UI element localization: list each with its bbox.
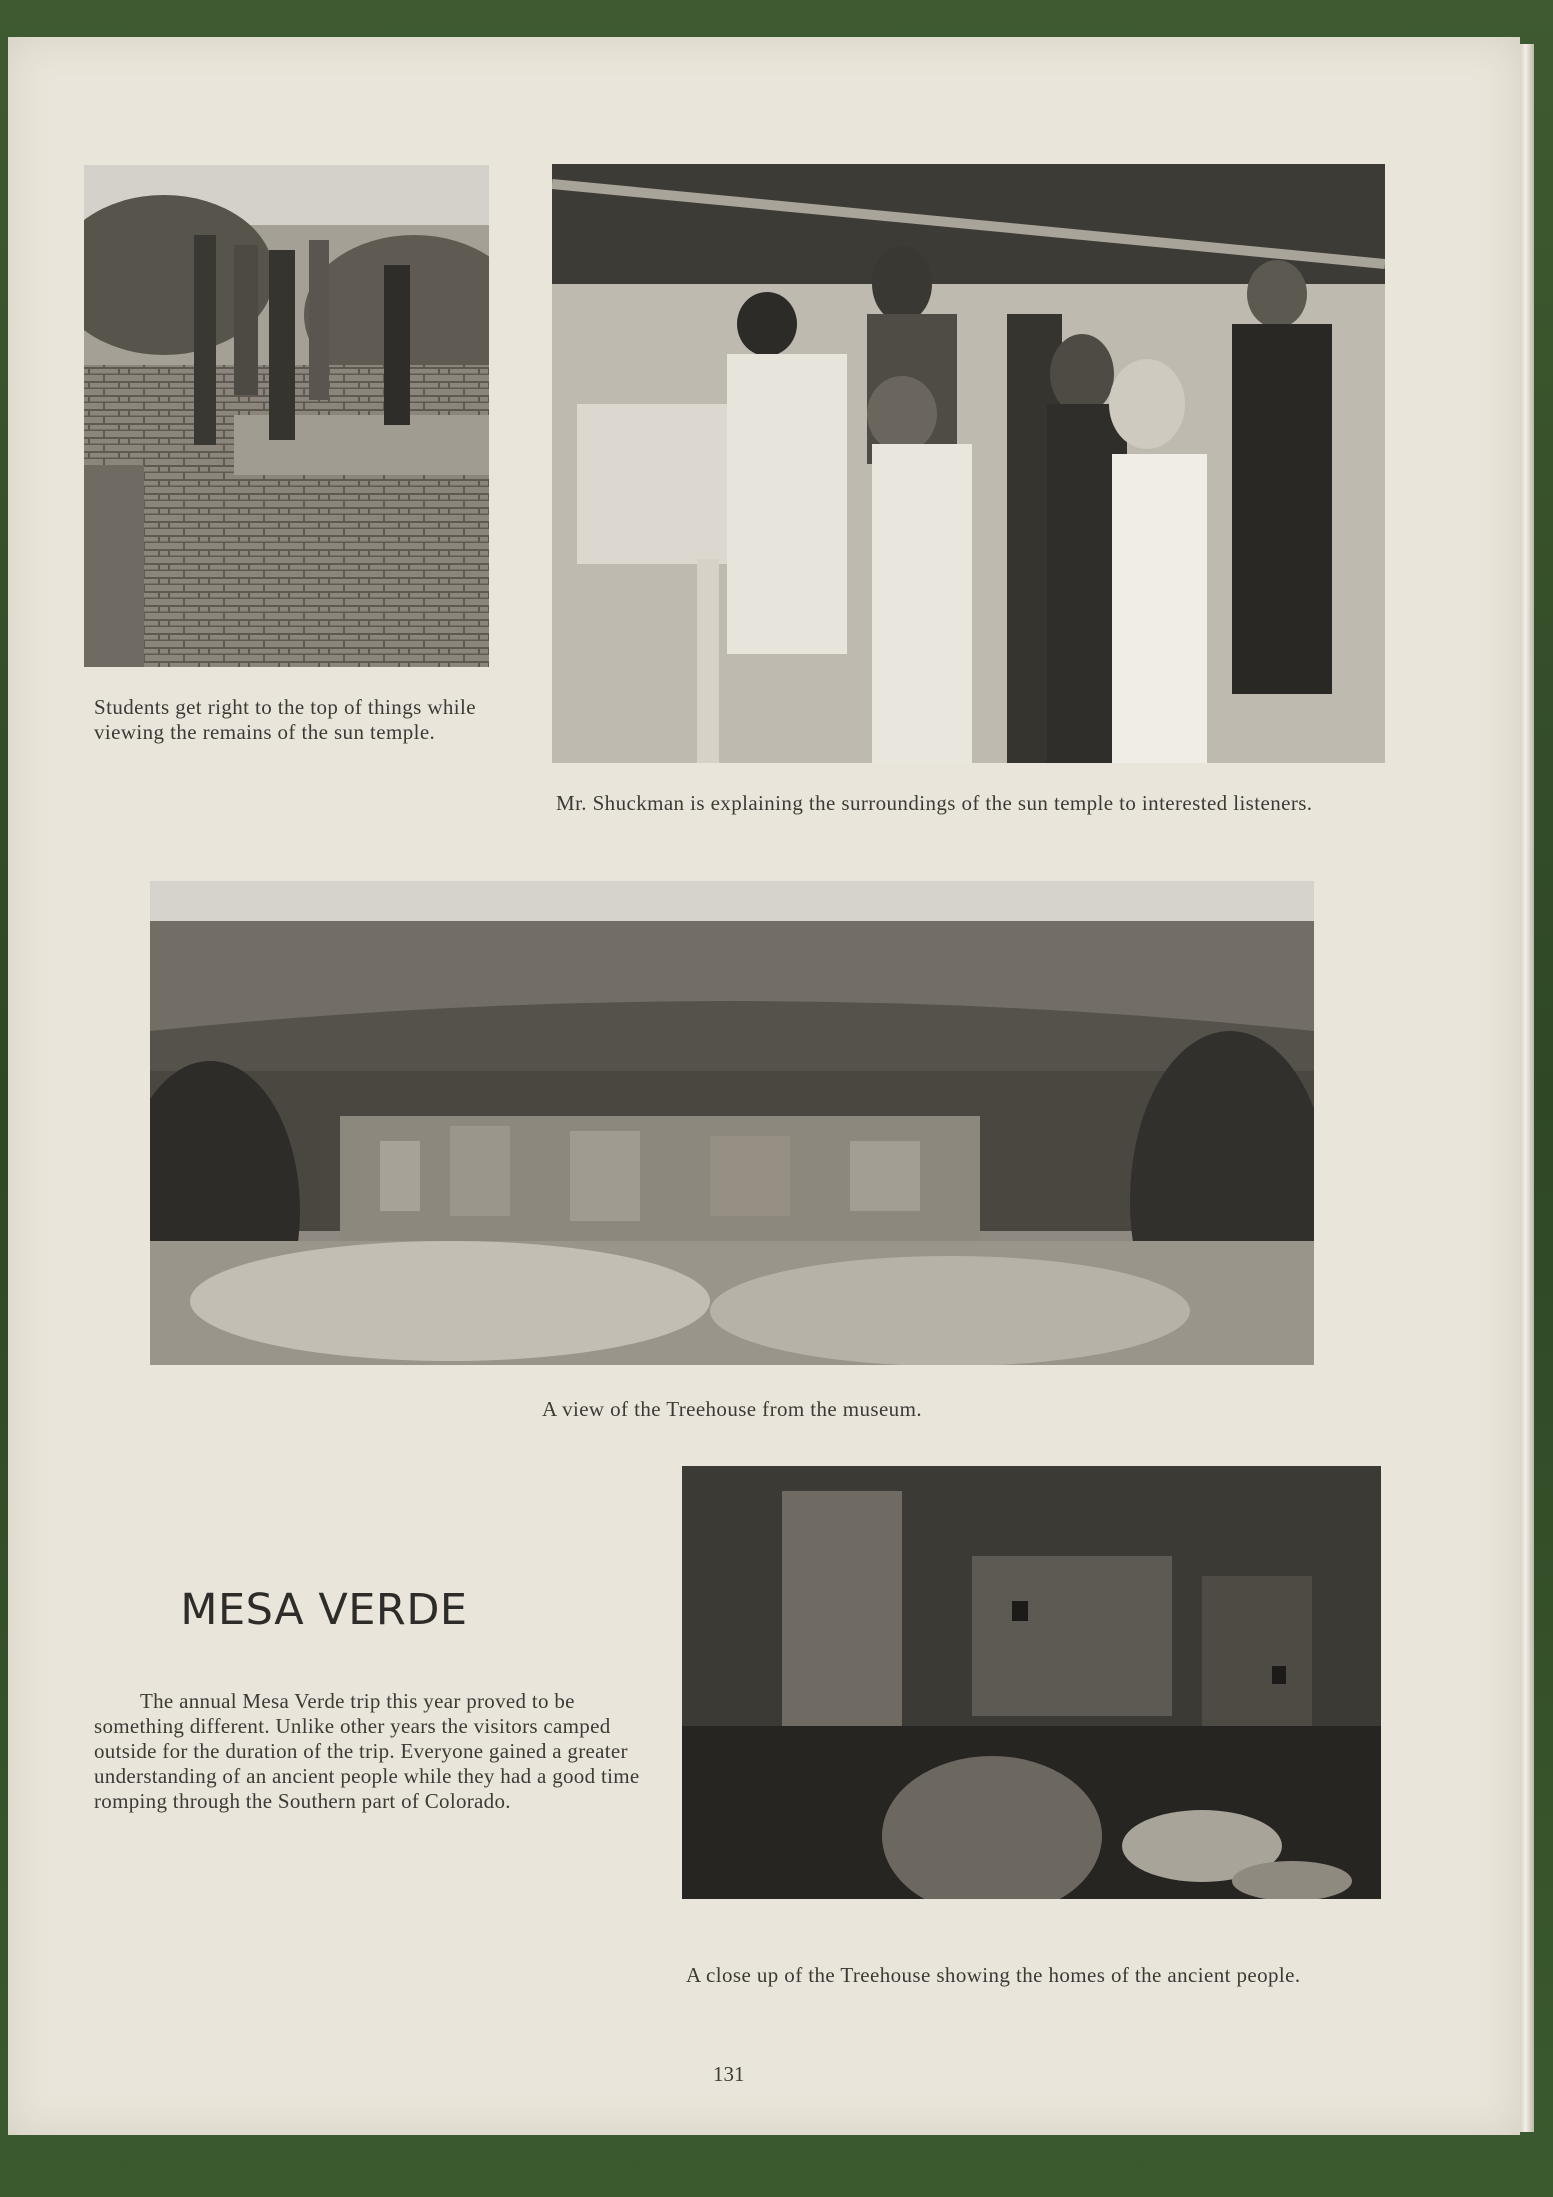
caption-treehouse-closeup: A close up of the Treehouse showing the homes of the ancient people.: [686, 1963, 1301, 1987]
caption-shuckman-group: Mr. Shuckman is explaining the surroundings of the sun temple to interested listeners.: [556, 791, 1313, 815]
yearbook-page: [8, 37, 1520, 2135]
photo-treehouse-closeup: [682, 1466, 1381, 1899]
page-edge: [1520, 44, 1534, 2132]
photo-treehouse-view: [150, 881, 1314, 1365]
caption-treehouse-view: A view of the Treehouse from the museum.: [542, 1397, 922, 1421]
article-body: The annual Mesa Verde trip this year proved to be something different. Unlike other years the visitors camped outside for the duration of the trip. Everyone gained a greater understanding of an ancient people while they had a good time romping through the Southern part of Colorado.: [94, 1689, 640, 1813]
photo-sun-temple-top: [84, 165, 489, 667]
article-heading: MESA VERDE: [180, 1585, 468, 1635]
photo-shuckman-group: [552, 164, 1385, 763]
caption-sun-temple-top: Students get right to the top of things while viewing the remains of the sun temple.: [94, 695, 476, 744]
page-number: 131: [713, 2062, 745, 2086]
